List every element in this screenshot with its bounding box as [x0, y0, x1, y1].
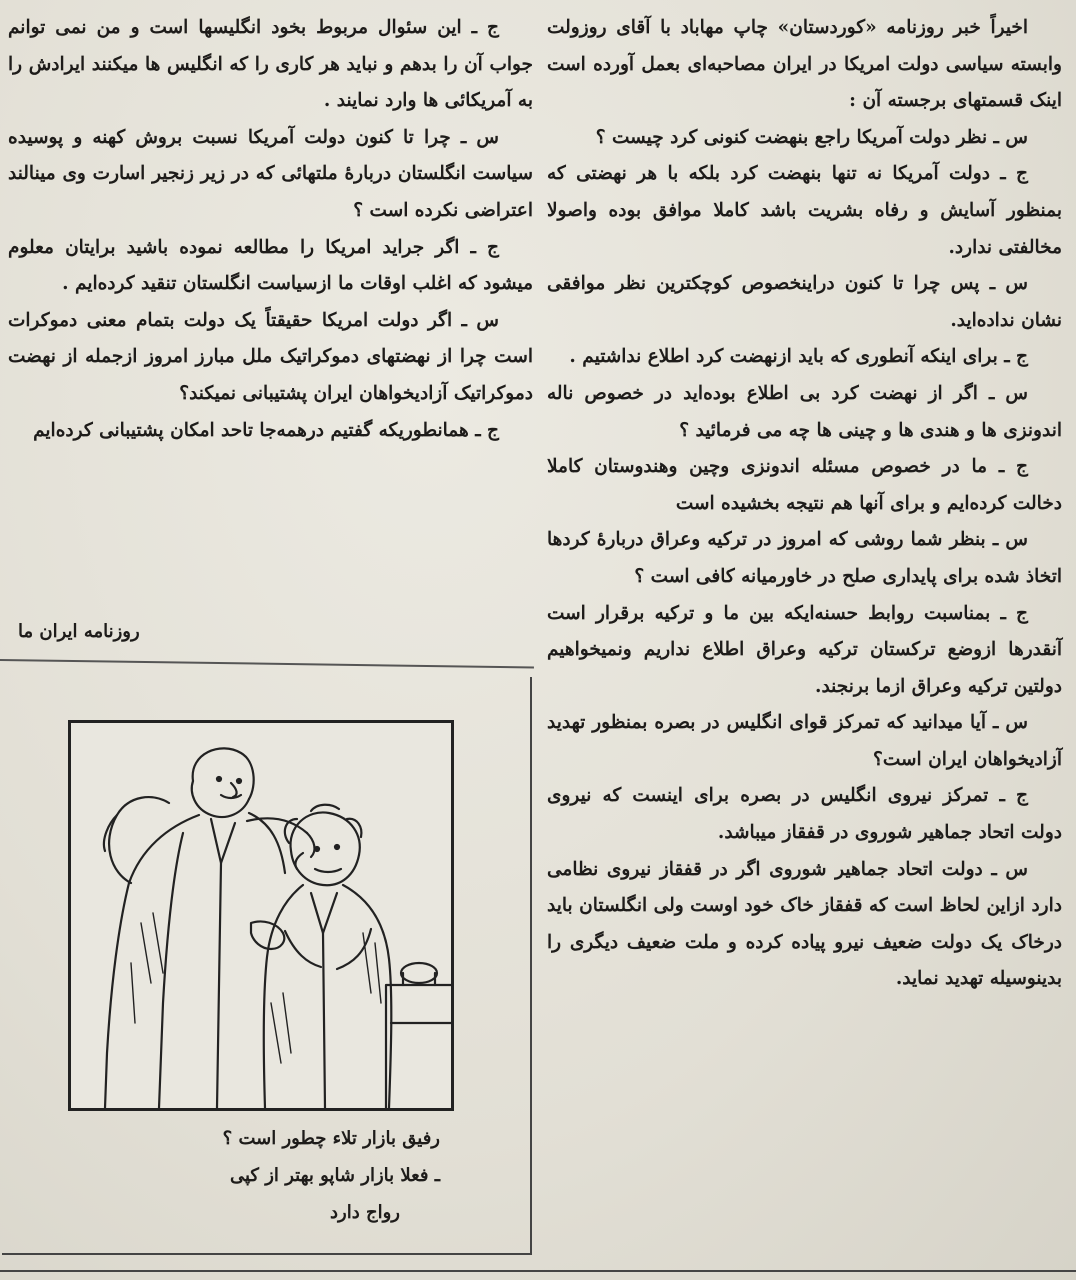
cartoon-caption: [60, 1120, 440, 1231]
answer-paragraph: ج ـ ما در خصوص مسئله اندونزی وچین وهندوستان کاملا دخالت کرده‌ایم و برای آنها هم نتیجه بخشیده است: [547, 456, 1062, 514]
question-paragraph: س ـ چرا تا کنون دولت آمریکا نسبت بروش کهنه و پوسیده سیاست انگلستان دربارهٔ ملتهائی که در زیر زنجیر اسارت وی مینالند اعتراضی نکرده است ؟: [8, 126, 533, 221]
question-paragraph: س ـ اگر از نهضت کرد بی اطلاع بوده‌اید در خصوص ناله اندونزی ها و هندی ها و چینی ها چه می فرمائید ؟: [547, 382, 1062, 441]
question-paragraph: س ـ بنظر شما روشی که امروز در ترکیه وعراق دربارهٔ کردها اتخاذ شده برای پایداری صلح در خاورمیانه کافی است ؟: [547, 529, 1062, 587]
intro-paragraph: اخیراً خبر روزنامه «کوردستان» چاپ مهاباد با آقای روزولت وابسته سیاسی دولت امریکا در ایران مصاحبه‌ای بعمل آورده است اینک قسمتهای برجسته آن :: [547, 17, 1062, 112]
question-paragraph: س ـ آیا میدانید که تمرکز قوای انگلیس در بصره بمنظور تهدید آزادیخواهان ایران است؟: [547, 712, 1062, 770]
answer-paragraph: ج ـ این سئوال مربوط بخود انگلیسها است و من نمی توانم جواب آن را بدهم و نباید هر کاری را که انگلیس ها میکنند ایرادش را به آمریکائی ها وارد نمایند .: [8, 17, 533, 112]
question-paragraph: س ـ نظر دولت آمریکا راجع بنهضت کنونی کرد چیست ؟: [595, 126, 1028, 148]
question-paragraph: س ـ اگر دولت امریکا حقیقتاً یک دولت بتمام معنی دموکرات است چرا از نهضتهای دموکراتیک ملل مبارز امروز ازجمله از نهضت دموکراتیک آزادیخواهان ایران پشتیبانی نمیکند؟: [8, 309, 533, 404]
answer-paragraph: ج ـ بمناسبت روابط حسنه‌ایکه بین ما و ترکیه برقرار است آنقدرها ازوضع ترکستان ترکیه وعراق اطلاع نداریم ونمیخواهیم دولتین ترکیه وعراق ازما برنجند.: [547, 602, 1062, 697]
cartoon-illustration: [68, 720, 454, 1111]
question-paragraph: س ـ دولت اتحاد جماهیر شوروی اگر در قفقاز نیروی نظامی دارد ازاین لحاظ است که قفقاز خاک خود اوست ولی انگلستان باید درخاک یک دولت ضعیف نیرو پیاده کرده و ملت ضعیف دیگری را بدینوسیله تهدید نماید.: [547, 858, 1062, 990]
answer-paragraph: ج ـ همانطوریکه گفتیم درهمه‌جا تاحد امکان پشتیبانی کرده‌ایم: [33, 419, 499, 441]
caption-line: رواج دارد: [330, 1202, 400, 1223]
page-bottom-rule: [0, 1270, 1076, 1272]
answer-paragraph: ج ـ تمرکز نیروی انگلیس در بصره برای اینست که نیروی دولت اتحاد جماهیر شوروی در قفقاز میباشد.: [547, 785, 1062, 844]
answer-paragraph: ج ـ اگر جراید امریکا را مطالعه نموده باشید برایتان معلوم میشود که اغلب اوقات ما ازسیاست انگلستان تنقید کرده‌ایم .: [8, 236, 533, 295]
question-paragraph: س ـ پس چرا تا کنون دراینخصوص کوچکترین نظر موافقی نشان نداده‌اید.: [547, 273, 1062, 331]
caption-line: ـ فعلا بازار شاپو بهتر از کپی: [229, 1165, 440, 1186]
section-divider: [0, 659, 534, 668]
cartoon-drawing: [71, 723, 451, 1108]
source-signature: روزنامه ایران ما: [18, 621, 140, 642]
answer-paragraph: ج ـ برای اینکه آنطوری که باید ازنهضت کرد اطلاع نداشتیم .: [569, 346, 1028, 368]
right-column: [547, 10, 1062, 998]
answer-paragraph: ج ـ دولت آمریکا نه تنها بنهضت کرد بلکه با هر نهضتی که بمنظور آسایش و رفاه بشریت باشد کاملا موافق بوده واصولا مخالفتی ندارد.: [547, 163, 1062, 258]
caption-line: رفیق بازار تلاء چطور است ؟: [222, 1128, 440, 1149]
left-column: [8, 10, 533, 449]
